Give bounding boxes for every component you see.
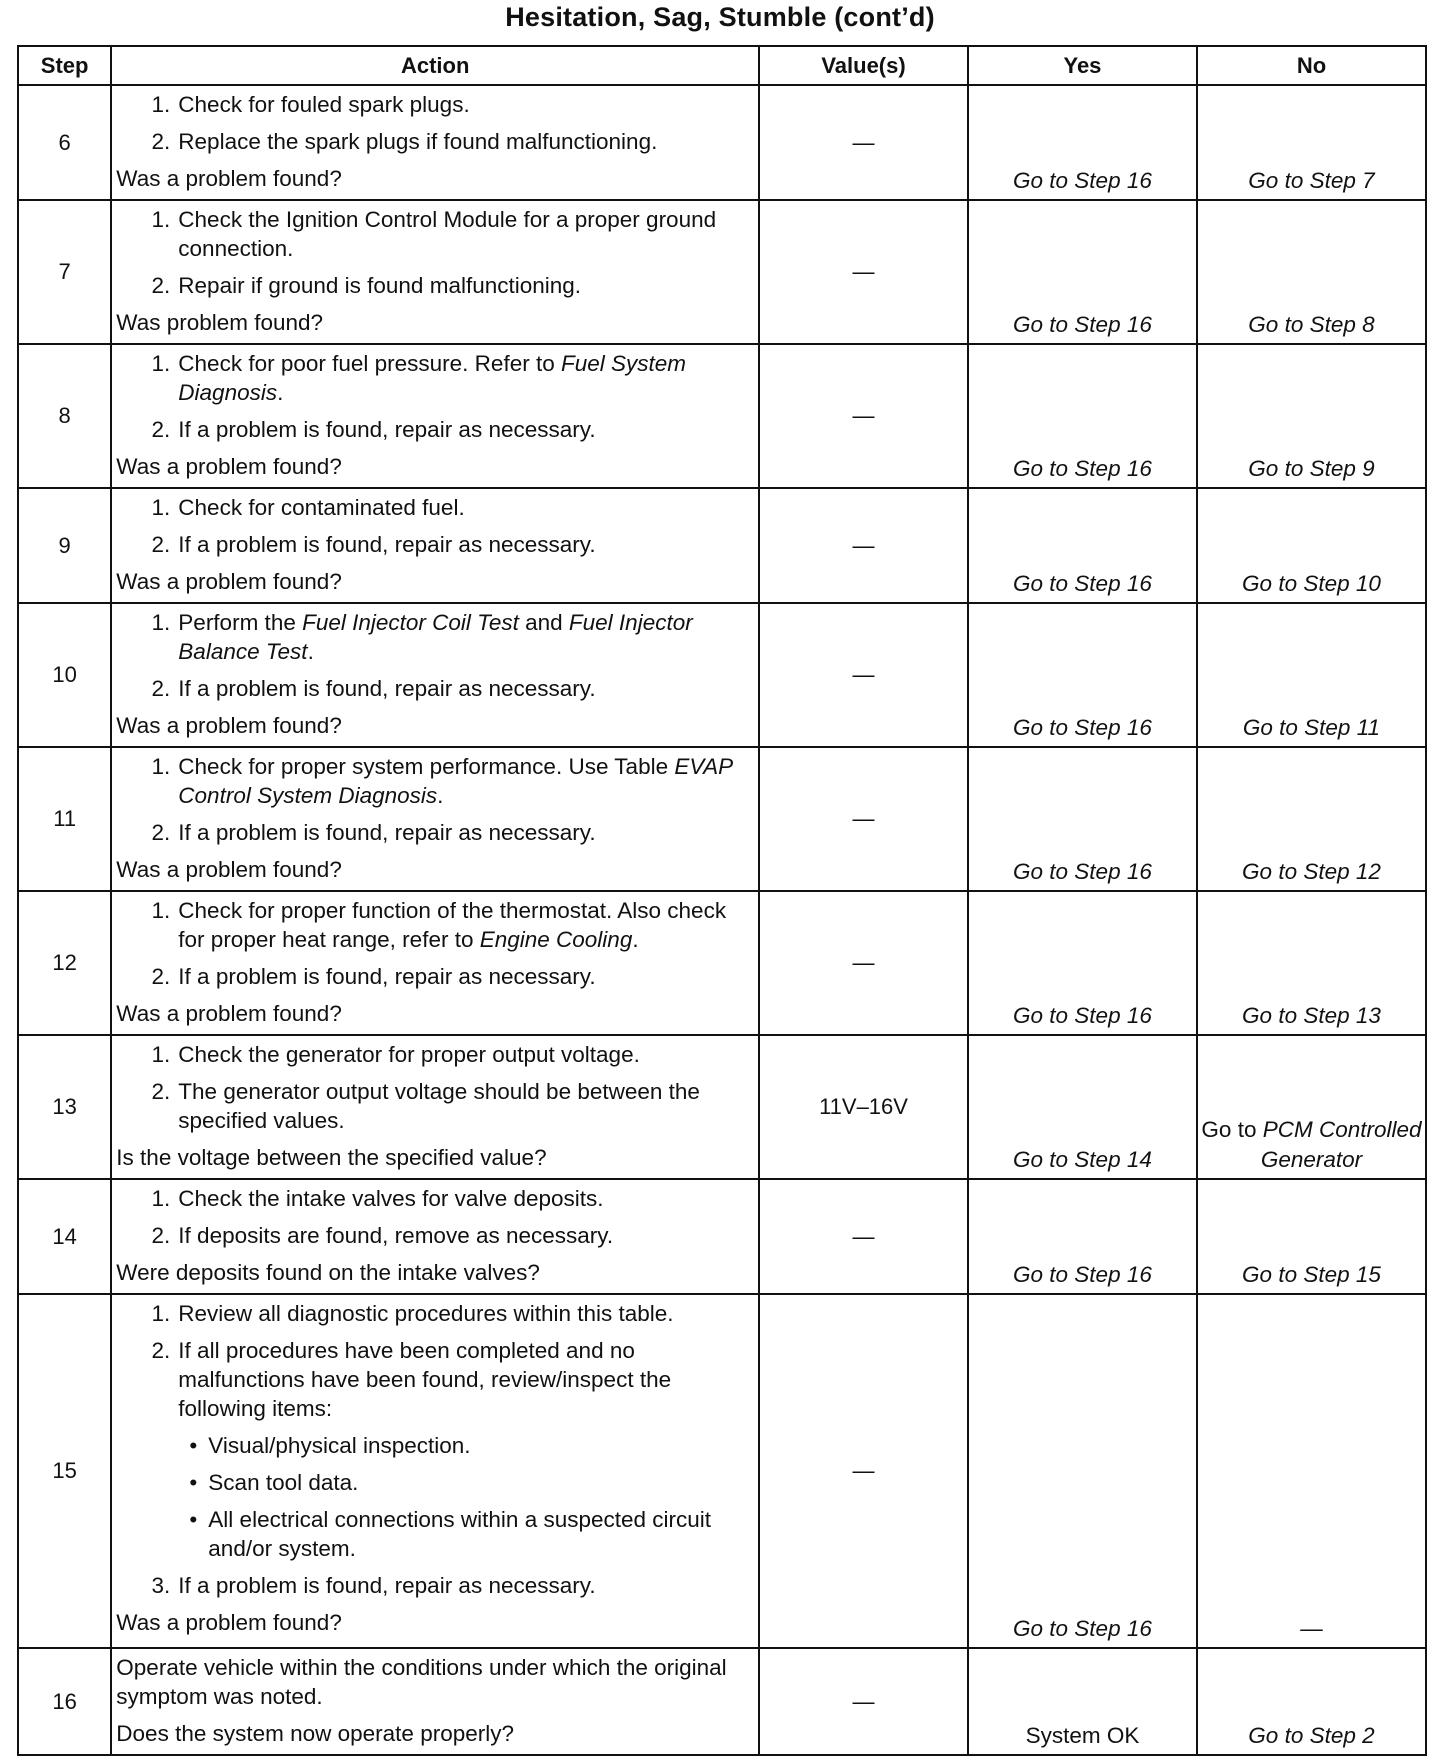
list-item <box>116 90 752 119</box>
yes-cell: Go to Step 16 <box>968 1294 1197 1648</box>
value-cell: — <box>759 603 968 747</box>
no-cell: Go to Step 8 <box>1197 200 1426 344</box>
table-row <box>18 344 1426 488</box>
list-item <box>116 1040 752 1069</box>
yes-cell: Go to Step 16 <box>968 488 1197 603</box>
reference-link-text: PCM Controlled Generator <box>1260 1117 1422 1172</box>
bullet-icon: • <box>189 1433 198 1458</box>
value-cell: — <box>759 488 968 603</box>
table-row <box>18 891 1426 1035</box>
table-header-row <box>18 46 1426 85</box>
list-number: 2. <box>151 532 171 557</box>
list-text: If a problem is found, repair as necessary. <box>178 676 596 701</box>
value-cell: — <box>759 344 968 488</box>
list-text: Check the intake valves for valve deposits. <box>178 1186 604 1211</box>
step-number: 12 <box>18 891 111 1035</box>
list-number: 1. <box>151 754 171 779</box>
no-cell: Go to Step 9 <box>1197 344 1426 488</box>
step-number: 16 <box>18 1648 111 1755</box>
value-cell: — <box>759 1179 968 1294</box>
list-number: 2. <box>151 820 171 845</box>
header-step: Step <box>18 46 111 85</box>
step-number: 6 <box>18 85 111 200</box>
list-number: 2. <box>151 417 171 442</box>
list-number: 2. <box>151 1079 171 1104</box>
list-text-part: Check for poor fuel pressure. Refer to <box>178 351 561 376</box>
bullet-text: Scan tool data. <box>208 1470 359 1495</box>
yes-cell: Go to Step 16 <box>968 85 1197 200</box>
step-number: 8 <box>18 344 111 488</box>
list-number: 1. <box>151 351 171 376</box>
yes-cell: Go to Step 14 <box>968 1035 1197 1179</box>
no-cell: Go to Step 7 <box>1197 85 1426 200</box>
question: Was a problem found? <box>116 713 342 738</box>
action-cell <box>111 1035 759 1179</box>
list-text-part: Check for proper system performance. Use Table <box>178 754 675 779</box>
value-cell: — <box>759 85 968 200</box>
table-row <box>18 488 1426 603</box>
list-number: 1. <box>151 1042 171 1067</box>
yes-cell: Go to Step 16 <box>968 344 1197 488</box>
no-cell: Go to Step 2 <box>1197 1648 1426 1755</box>
bullet-text: All electrical connections within a suspected circuit and/or system. <box>208 1507 712 1561</box>
list-text: If a problem is found, repair as necessary. <box>178 532 596 557</box>
question: Was problem found? <box>116 310 324 335</box>
reference-link-text: Fuel Injector Coil Test <box>302 610 519 635</box>
value-cell: — <box>759 1648 968 1755</box>
table-row <box>18 1294 1426 1648</box>
list-item <box>116 962 752 991</box>
no-cell: Go to Step 15 <box>1197 1179 1426 1294</box>
list-text: If a problem is found, repair as necessary. <box>178 964 596 989</box>
action-cell <box>111 891 759 1035</box>
list-item <box>116 608 752 666</box>
list-text-part: and <box>518 610 569 635</box>
header-action: Action <box>111 46 759 85</box>
list-number: 2. <box>151 676 171 701</box>
step-number: 14 <box>18 1179 111 1294</box>
list-item <box>116 349 752 407</box>
question: Was a problem found? <box>116 166 342 191</box>
list-number: 1. <box>151 92 171 117</box>
bullet-item <box>178 1431 752 1460</box>
instruction-text: Operate vehicle within the conditions under which the original symptom was noted. <box>116 1655 727 1709</box>
list-text: Check the Ignition Control Module for a proper ground connection. <box>178 207 717 261</box>
yes-cell: Go to Step 16 <box>968 603 1197 747</box>
yes-cell: Go to Step 16 <box>968 200 1197 344</box>
step-number: 9 <box>18 488 111 603</box>
list-number: 2. <box>151 129 171 154</box>
list-number: 1. <box>151 898 171 923</box>
table-row <box>18 200 1426 344</box>
list-text: If all procedures have been completed and no malfunctions have been found, review/inspect the following items: <box>178 1338 672 1421</box>
action-cell <box>111 1648 759 1755</box>
list-text-part: . <box>307 639 314 664</box>
list-number: 1. <box>151 1186 171 1211</box>
list-item <box>116 493 752 522</box>
list-text: Replace the spark plugs if found malfunctioning. <box>178 129 658 154</box>
list-number: 3. <box>151 1573 171 1598</box>
list-text-part: . <box>437 783 444 808</box>
action-cell <box>111 200 759 344</box>
step-number: 10 <box>18 603 111 747</box>
list-number: 1. <box>151 1301 171 1326</box>
list-text: If a problem is found, repair as necessary. <box>178 417 596 442</box>
no-cell: Go to Step 11 <box>1197 603 1426 747</box>
bullet-icon: • <box>189 1507 198 1532</box>
list-number: 2. <box>151 964 171 989</box>
list-text: If a problem is found, repair as necessary. <box>178 1573 596 1598</box>
list-text: The generator output voltage should be between the specified values. <box>178 1079 700 1133</box>
list-text: If a problem is found, repair as necessary. <box>178 820 596 845</box>
list-number: 1. <box>151 207 171 232</box>
value-cell: — <box>759 200 968 344</box>
action-cell <box>111 344 759 488</box>
no-cell: Go to Step 10 <box>1197 488 1426 603</box>
action-cell <box>111 1294 759 1648</box>
list-text-part: Check for proper function of the thermostat. Also check for proper heat range, refer to <box>178 898 727 952</box>
reference-link-text: Fuel System Diagnosis <box>178 351 687 405</box>
list-item <box>116 1571 752 1600</box>
list-item <box>116 1184 752 1213</box>
question: Was a problem found? <box>116 454 342 479</box>
header-yes: Yes <box>968 46 1197 85</box>
action-cell <box>111 603 759 747</box>
table-row <box>18 1179 1426 1294</box>
list-item <box>116 415 752 444</box>
step-number: 11 <box>18 747 111 891</box>
question: Is the voltage between the specified value? <box>116 1145 547 1170</box>
value-cell: — <box>759 1294 968 1648</box>
table-row <box>18 603 1426 747</box>
list-item <box>116 530 752 559</box>
page-title: Hesitation, Sag, Stumble (cont’d) <box>505 2 935 32</box>
value-cell: 11V–16V <box>759 1035 968 1179</box>
question: Was a problem found? <box>116 1001 342 1026</box>
question: Was a problem found? <box>116 857 342 882</box>
table-row <box>18 747 1426 891</box>
header-no: No <box>1197 46 1426 85</box>
yes-cell: Go to Step 16 <box>968 747 1197 891</box>
list-text-part: . <box>277 380 284 405</box>
bullet-text: Visual/physical inspection. <box>208 1433 471 1458</box>
list-item <box>116 205 752 263</box>
bullet-icon: • <box>189 1470 198 1495</box>
list-item <box>116 674 752 703</box>
list-item <box>116 271 752 300</box>
step-number: 7 <box>18 200 111 344</box>
list-text: Review all diagnostic procedures within this table. <box>178 1301 674 1326</box>
list-item <box>116 1221 752 1250</box>
question: Were deposits found on the intake valves? <box>116 1260 540 1285</box>
list-text <box>178 608 752 666</box>
yes-cell: System OK <box>968 1648 1197 1755</box>
action-cell <box>111 747 759 891</box>
list-text: Check for fouled spark plugs. <box>178 92 470 117</box>
question: Was a problem found? <box>116 1610 342 1635</box>
yes-cell: Go to Step 16 <box>968 891 1197 1035</box>
value-cell: — <box>759 891 968 1035</box>
list-text-part: Perform the <box>178 610 303 635</box>
list-text: Repair if ground is found malfunctioning. <box>178 273 582 298</box>
list-text-part: . <box>632 927 639 952</box>
table-row <box>18 85 1426 200</box>
list-item <box>116 896 752 954</box>
reference-link-text: Engine Cooling <box>479 927 633 952</box>
list-number: 1. <box>151 610 171 635</box>
list-item <box>116 1299 752 1328</box>
bullet-item <box>178 1505 752 1563</box>
list-text: Check for contaminated fuel. <box>178 495 465 520</box>
list-item <box>116 752 752 810</box>
list-text <box>178 896 752 954</box>
list-item <box>116 1336 752 1423</box>
yes-cell: Go to Step 16 <box>968 1179 1197 1294</box>
reference-link-text: EVAP Control System Diagnosis <box>178 754 733 808</box>
action-cell <box>111 1179 759 1294</box>
no-cell: Go to Step 12 <box>1197 747 1426 891</box>
value-cell: — <box>759 747 968 891</box>
list-number: 2. <box>151 1338 171 1363</box>
step-number: 13 <box>18 1035 111 1179</box>
list-item <box>116 127 752 156</box>
list-item <box>116 1077 752 1135</box>
no-cell: Go to Step 13 <box>1197 891 1426 1035</box>
no-cell: — <box>1197 1294 1426 1648</box>
step-number: 15 <box>18 1294 111 1648</box>
reference-link-text: Fuel Injector Balance Test <box>178 610 693 664</box>
no-cell <box>1197 1035 1426 1179</box>
diagnostic-table <box>17 45 1427 1756</box>
table-row <box>18 1035 1426 1179</box>
list-item <box>116 818 752 847</box>
action-cell <box>111 488 759 603</box>
table-row <box>18 1648 1426 1755</box>
question: Was a problem found? <box>116 569 342 594</box>
bullet-item <box>178 1468 752 1497</box>
list-text <box>178 349 752 407</box>
question: Does the system now operate properly? <box>116 1721 515 1746</box>
list-text: Check the generator for proper output voltage. <box>178 1042 640 1067</box>
list-number: 2. <box>151 273 171 298</box>
list-text <box>178 752 752 810</box>
header-values: Value(s) <box>759 46 968 85</box>
list-number: 1. <box>151 495 171 520</box>
action-cell <box>111 85 759 200</box>
list-number: 2. <box>151 1223 171 1248</box>
no-cell-prefix: Go to <box>1201 1117 1263 1142</box>
list-text: If deposits are found, remove as necessary. <box>178 1223 614 1248</box>
